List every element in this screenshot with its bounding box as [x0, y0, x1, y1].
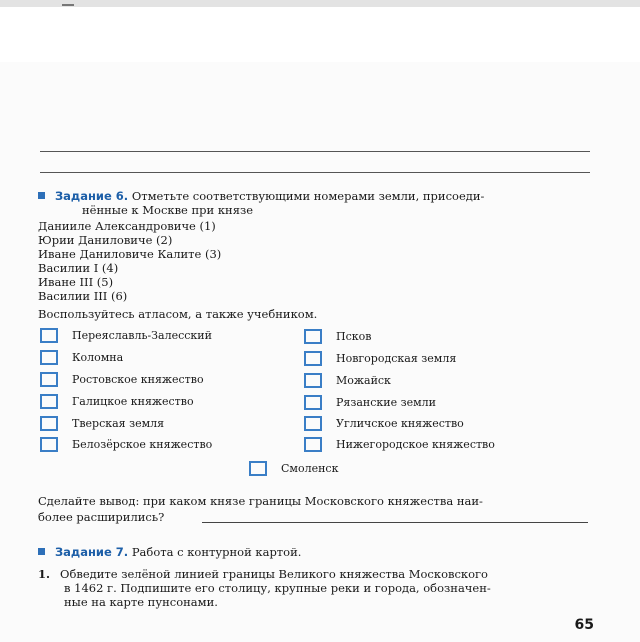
checkbox-icon[interactable] [40, 328, 58, 343]
task7-label: Задание 7. [55, 545, 129, 559]
task7-item-line3: ные на карте пунсонами. [64, 595, 218, 609]
prince-5: Иване III (5) [38, 275, 114, 289]
land-checkbox-pskov[interactable]: Псков [304, 329, 371, 344]
checkbox-icon[interactable] [40, 437, 58, 452]
task7-item-line1: 1. Обведите зелёной линией границы Великого княжества Московского [38, 567, 488, 581]
checkbox-icon[interactable] [40, 394, 58, 409]
task-marker-icon [38, 192, 45, 199]
checkbox-icon[interactable] [304, 373, 322, 388]
prince-6: Василии III (6) [38, 289, 128, 303]
checkbox-icon[interactable] [40, 372, 58, 387]
task6-label: Задание 6. [55, 189, 129, 203]
conclusion-line1: Сделайте вывод: при каком князе границы Московского княжества наи- [38, 494, 483, 508]
land-checkbox-galich[interactable]: Галицкое княжество [40, 394, 194, 409]
land-checkbox-novgorod[interactable]: Новгородская земля [304, 351, 456, 366]
task7-item-number: 1. [38, 567, 51, 581]
land-checkbox-smolensk[interactable]: Смоленск [249, 461, 338, 476]
land-checkbox-ryazan[interactable]: Рязанские земли [304, 395, 436, 410]
checkbox-icon[interactable] [304, 416, 322, 431]
land-checkbox-pereyaslavl[interactable]: Переяславль-Залесский [40, 328, 212, 343]
conclusion-line2: более расширились? [38, 510, 165, 524]
land-checkbox-mozhaysk[interactable]: Можайск [304, 373, 391, 388]
conclusion-answer-line[interactable] [202, 522, 588, 523]
checkbox-icon[interactable] [304, 395, 322, 410]
checkbox-icon[interactable] [304, 351, 322, 366]
land-checkbox-nizhny[interactable]: Нижегородское княжество [304, 437, 495, 452]
top-strip [0, 0, 640, 7]
task6-title [38, 189, 484, 203]
checkbox-icon[interactable] [40, 416, 58, 431]
checkbox-icon[interactable] [249, 461, 267, 476]
prince-2: Юрии Даниловиче (2) [38, 233, 173, 247]
answer-line-2 [40, 172, 590, 173]
task6-title-line1: Отметьте соответствующими номерами земли, присоеди- [131, 189, 485, 203]
answer-line-1 [40, 151, 590, 152]
prince-4: Василии I (4) [38, 261, 119, 275]
land-checkbox-rostov[interactable]: Ростовское княжество [40, 372, 204, 387]
task6-instruction: Воспользуйтесь атласом, а также учебником. [38, 307, 318, 321]
prince-3: Иване Даниловиче Калите (3) [38, 247, 222, 261]
checkbox-icon[interactable] [304, 437, 322, 452]
task6-title-line2: нённые к Москве при князе [82, 203, 254, 217]
land-checkbox-tver[interactable]: Тверская земля [40, 416, 164, 431]
checkbox-icon[interactable] [40, 350, 58, 365]
land-checkbox-beloozero[interactable]: Белозёрское княжество [40, 437, 212, 452]
task7-item-line2: в 1462 г. Подпишите его столицу, крупные реки и города, обозначен- [64, 581, 491, 595]
page-number: 65 [574, 617, 594, 633]
task-marker-icon [38, 548, 45, 555]
land-checkbox-kolomna[interactable]: Коломна [40, 350, 123, 365]
task7-title [38, 545, 301, 559]
checkbox-icon[interactable] [304, 329, 322, 344]
land-checkbox-uglich[interactable]: Угличское княжество [304, 416, 464, 431]
prince-1: Данииле Александровиче (1) [38, 219, 216, 233]
top-dash [62, 4, 74, 6]
task7-title-text: Работа с контурной картой. [131, 545, 302, 559]
